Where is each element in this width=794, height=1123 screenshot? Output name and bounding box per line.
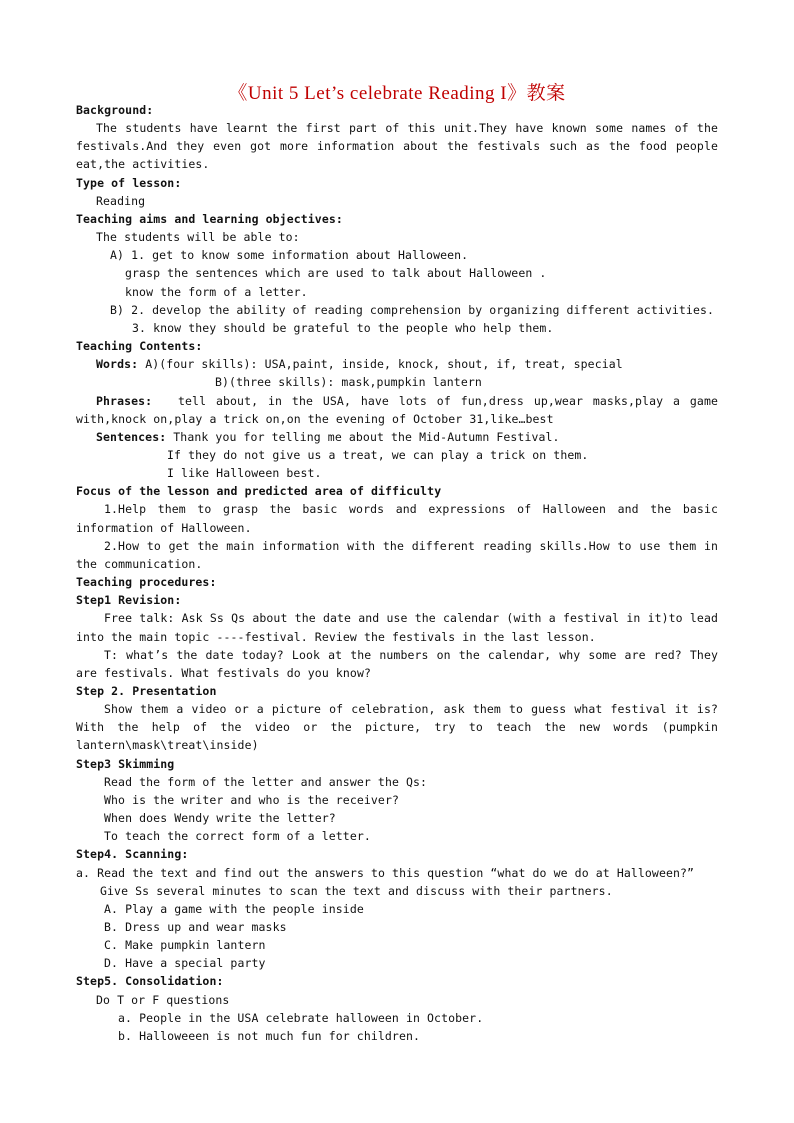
background-line-1: The students have learnt the first part of this unit.They have known some names of the: [96, 121, 718, 135]
focus-line: information of Halloween.: [76, 521, 252, 535]
step2-line: lantern\mask\treat\inside): [76, 738, 259, 752]
words-a: A)(four skills): USA,paint, inside, knock, shout, if, treat, special: [145, 357, 623, 371]
step3-line: When does Wendy write the letter?: [104, 811, 336, 825]
background-heading: Background:: [76, 103, 154, 117]
aims-item: A) 1. get to know some information about Halloween.: [110, 248, 469, 262]
step1-line: are festivals. What festivals do you know?: [76, 666, 371, 680]
sentence: Thank you for telling me about the Mid-Autumn Festival.: [173, 430, 560, 444]
step5-item: b. Halloweeen is not much fun for children.: [118, 1029, 421, 1043]
words-label: Words:: [96, 357, 139, 371]
words-b: B)(three skills): mask,pumpkin lantern: [215, 375, 482, 389]
aims-heading: Teaching aims and learning objectives:: [76, 212, 343, 226]
contents-heading: Teaching Contents:: [76, 339, 203, 353]
step3-line: To teach the correct form of a letter.: [104, 829, 371, 843]
step1-line: into the main topic ----festival. Review the festivals in the last lesson.: [76, 630, 596, 644]
phrases-1: tell about, in the USA, have lots of fun,dress up,wear masks,play a game: [178, 394, 718, 408]
step5-heading: Step5. Consolidation:: [76, 974, 224, 988]
sentences-line-1: [96, 428, 738, 446]
document-title: 《Unit 5 Let’s celebrate Reading I》教案: [228, 83, 566, 104]
background-line-3: eat,the activities.: [76, 157, 210, 171]
step5-intro: Do T or F questions: [96, 993, 230, 1007]
step1-line: Free talk: Ask Ss Qs about the date and use the calendar (with a festival in it)to lead: [104, 611, 718, 625]
type-of-lesson-value: Reading: [96, 194, 146, 208]
step4-option: A. Play a game with the people inside: [104, 902, 364, 916]
aims-item: grasp the sentences which are used to talk about Halloween .: [125, 266, 547, 280]
step4-heading: Step4. Scanning:: [76, 847, 189, 861]
step4-option: C. Make pumpkin lantern: [104, 938, 266, 952]
sentence: If they do not give us a treat, we can play a trick on them.: [167, 448, 589, 462]
phrases-label: Phrases:: [96, 394, 153, 408]
step5-item: a. People in the USA celebrate halloween in October.: [118, 1011, 484, 1025]
step1-line: T: what’s the date today? Look at the numbers on the calendar, why some are red? They: [104, 648, 718, 662]
words-line-a: [96, 355, 738, 373]
aims-item: 3. know they should be grateful to the people who help them.: [132, 321, 554, 335]
focus-line: 1.Help them to grasp the basic words and expressions of Halloween and the basic: [104, 502, 718, 516]
aims-item: know the form of a letter.: [125, 285, 308, 299]
step3-heading: Step3 Skimming: [76, 757, 175, 771]
step2-line: With the help of the video or the picture, try to teach the new words (pumpkin: [76, 720, 718, 734]
sentences-label: Sentences:: [96, 430, 167, 444]
phrases-line-1: [96, 392, 718, 410]
step2-heading: Step 2. Presentation: [76, 684, 217, 698]
step2-line: Show them a video or a picture of celebration, ask them to guess what festival it is?: [104, 702, 718, 716]
aims-intro: The students will be able to:: [96, 230, 300, 244]
focus-line: 2.How to get the main information with the different reading skills.How to use them in: [104, 539, 718, 553]
step4-line-b: Give Ss several minutes to scan the text and discuss with their partners.: [100, 884, 613, 898]
phrases-2: with,knock on,play a trick on,on the evening of October 31,like…best: [76, 412, 554, 426]
step4-option: B. Dress up and wear masks: [104, 920, 287, 934]
sentence: I like Halloween best.: [167, 466, 322, 480]
step3-line: Who is the writer and who is the receiver?: [104, 793, 399, 807]
type-of-lesson-heading: Type of lesson:: [76, 176, 182, 190]
focus-heading: Focus of the lesson and predicted area of difficulty: [76, 484, 442, 498]
step1-heading: Step1 Revision:: [76, 593, 182, 607]
step4-line-a: a. Read the text and find out the answers to this question “what do we do at Halloween?”: [76, 866, 695, 880]
aims-item: B) 2. develop the ability of reading comprehension by organizing different activities.: [110, 303, 715, 317]
focus-line: the communication.: [76, 557, 203, 571]
procedures-heading: Teaching procedures:: [76, 575, 217, 589]
step3-line: Read the form of the letter and answer the Qs:: [104, 775, 428, 789]
step4-option: D. Have a special party: [104, 956, 266, 970]
background-line-2: festivals.And they even got more information about the festivals such as the food people: [76, 139, 718, 153]
